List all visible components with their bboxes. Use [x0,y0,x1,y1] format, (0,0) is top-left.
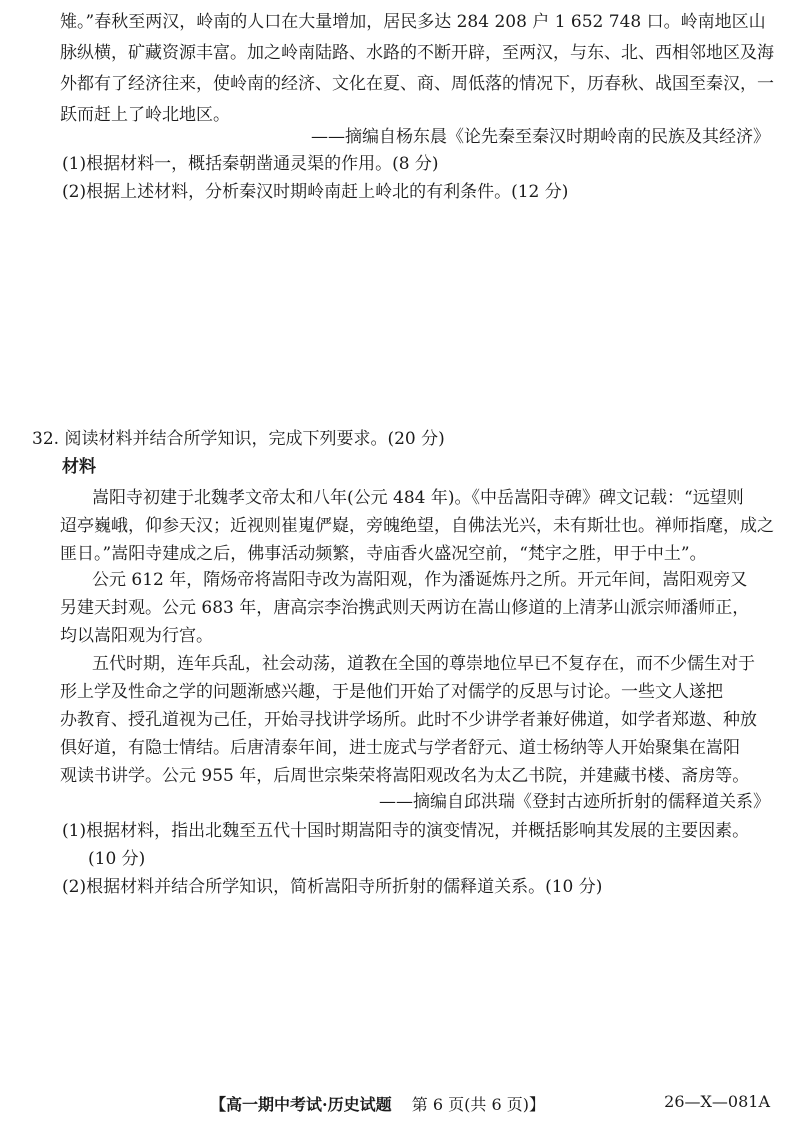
q32-sub1-points: (10 分) [88,849,146,869]
q31-sub1: (1)根据材料一，概括秦朝凿通灵渠的作用。(8 分) [62,154,439,174]
q32-para2-line: 公元 612 年，隋炀帝将嵩阳寺改为嵩阳观，作为潘诞炼丹之所。开元年间，嵩阳观旁又 [92,570,748,590]
q32-para3-line: 俱好道，有隐士情结。后唐清泰年间，进士庞式与学者舒元、道士杨纳等人开始聚集在嵩阳 [60,738,740,758]
q32-source: ——摘编自邱洪瑞《登封古迹所折射的儒释道关系》 [379,792,770,812]
material-prev-source: ——摘编自杨东晨《论先秦至秦汉时期岭南的民族及其经济》 [311,127,770,147]
q32-para2-line: 均以嵩阳观为行宫。 [60,626,213,646]
footer-code: 26—X—081A [664,1092,770,1111]
q32-para3-line: 形上学及性命之学的问题渐感兴趣，于是他们开始了对儒学的反思与讨论。一些文人遂把 [60,682,723,702]
q32-para3-line: 五代时期，连年兵乱，社会动荡，道教在全国的尊崇地位早已不复存在，而不少儒生对于 [92,654,755,674]
q32-para1-line: 迢亭巍峨，仰参天汉；近视则崔嵬俨嶷，旁魄绝望，自佛法光兴，未有斯壮也。禅师指麾，成之 [60,516,774,536]
footer-page-info: 第 6 页(共 6 页)】 [411,1095,545,1114]
q32-para1-line: 匪日。”嵩阳寺建成之后，佛事活动频繁，寺庙香火盛况空前，“梵宇之胜，甲于中土”。 [60,544,707,564]
q32-material-label: 材料 [62,457,96,477]
q31-sub2: (2)根据上述材料，分析秦汉时期岭南赶上岭北的有利条件。(12 分) [62,182,569,202]
page-footer [210,1092,545,1115]
material-prev-line: 外都有了经济往来，使岭南的经济、文化在夏、商、周低落的情况下，历春秋、战国至秦汉，一 [60,74,774,94]
q32-para1-line: 嵩阳寺初建于北魏孝文帝太和八年(公元 484 年)。《中岳嵩阳寺碑》碑文记载：“远望则 [92,488,744,508]
q32-sub2: (2)根据材料并结合所学知识，简析嵩阳寺所折射的儒释道关系。(10 分) [62,877,603,897]
material-prev-line: 脉纵横，矿藏资源丰富。加之岭南陆路、水路的不断开辟，至两汉，与东、北、西相邻地区及海 [60,43,774,63]
q32-para3-line: 办教育、授孔道视为己任，开始寻找讲学场所。此时不少讲学者兼好佛道，如学者郑遨、种放 [60,710,757,730]
q32-para3-line: 观读书讲学。公元 955 年，后周世宗柴荣将嵩阳观改名为太乙书院，并建藏书楼、斋房等。 [60,766,750,786]
footer-exam-title: 【高一期中考试·历史试题 [210,1095,392,1114]
material-prev-line: 跃而赶上了岭北地区。 [60,105,230,125]
q32-para2-line: 另建天封观。公元 683 年，唐高宗李治携武则天两访在嵩山修道的上清茅山派宗师潘师正， [60,598,750,618]
q32-sub1: (1)根据材料，指出北魏至五代十国时期嵩阳寺的演变情况，并概括影响其发展的主要因素。 [62,821,750,841]
q32-header: 32. 阅读材料并结合所学知识，完成下列要求。(20 分) [32,429,445,449]
material-prev-line: 雉。”春秋至两汉，岭南的人口在大量增加，居民多达 284 208 户 1 652 748 口。岭南地区山 [60,12,766,32]
